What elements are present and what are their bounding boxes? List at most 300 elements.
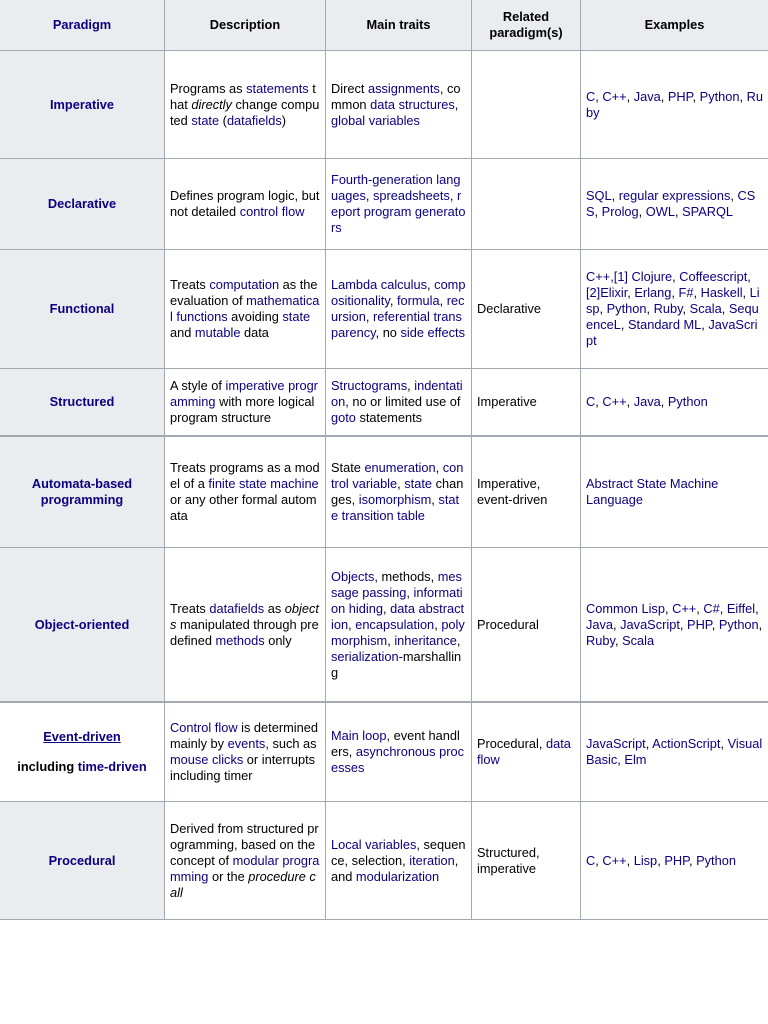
inline-link[interactable]: recursion: [331, 293, 465, 324]
paradigm-cell: [0, 369, 165, 435]
table-row: [0, 548, 768, 703]
inline-link[interactable]: Ruby: [653, 301, 683, 316]
inline-link[interactable]: Ruby: [586, 632, 615, 648]
description-text: [170, 188, 320, 220]
inline-text: , methods,: [374, 568, 438, 584]
inline-text: ,: [348, 616, 356, 632]
paradigm-cell: [0, 548, 165, 701]
inline-link[interactable]: C: [586, 394, 596, 409]
inline-link[interactable]: global variables: [331, 112, 420, 128]
inline-text: ,: [365, 309, 373, 324]
inline-link[interactable]: Local variables: [331, 836, 417, 852]
traits-text: [331, 81, 466, 129]
inline-text: Defines program logic, but not detailed: [170, 188, 320, 219]
description-cell: [165, 437, 326, 547]
inline-link[interactable]: modular programming: [170, 852, 320, 884]
examples-cell: [581, 548, 768, 701]
inline-link[interactable]: Lisp: [586, 285, 760, 316]
inline-link[interactable]: message passing: [331, 568, 462, 600]
inline-link[interactable]: asynchronous processes: [331, 744, 465, 775]
inline-link[interactable]: Python: [606, 301, 647, 316]
inline-link[interactable]: modularization: [355, 868, 440, 884]
inline-text: Direct: [331, 80, 368, 96]
traits-cell: [326, 51, 472, 158]
inline-link[interactable]: CSS: [586, 188, 756, 219]
inline-link[interactable]: F#: [678, 285, 694, 300]
inline-text: Structured, imperative: [477, 844, 540, 876]
inline-text: ,: [595, 852, 603, 868]
inline-link[interactable]: spreadsheets: [373, 188, 450, 203]
inline-text: only: [264, 632, 292, 648]
inline-link[interactable]: referential transparency: [331, 309, 462, 340]
related-cell: [472, 250, 581, 368]
inline-text: ,: [719, 600, 727, 616]
header-paradigm: [0, 0, 165, 50]
inline-text: change computed: [170, 96, 320, 128]
paradigm-cell: [0, 159, 165, 249]
inline-link[interactable]: SPARQL: [682, 204, 734, 219]
inline-link[interactable]: Haskell: [700, 285, 743, 300]
inline-text: ,: [701, 317, 709, 332]
inline-link[interactable]: mutable: [194, 325, 241, 340]
inline-text: ,: [387, 632, 395, 648]
related-cell: [472, 548, 581, 701]
inline-link[interactable]: data flow: [477, 736, 571, 767]
inline-text: , and: [331, 852, 459, 884]
inline-text: ,: [755, 600, 759, 616]
examples-text: [586, 601, 763, 649]
paradigm-link-structured[interactable]: Structured: [49, 394, 115, 409]
inline-link[interactable]: encapsulation: [355, 616, 435, 632]
related-cell: [472, 159, 581, 249]
paradigm-link-automata[interactable]: Automata-based programming: [31, 476, 133, 507]
inline-link[interactable]: Fourth-generation languages: [331, 172, 461, 203]
including-label: including: [17, 759, 78, 774]
inline-link[interactable]: computation: [209, 277, 280, 292]
paradigm-link-event-driven[interactable]: Event-driven: [43, 729, 121, 744]
inline-text: and: [170, 325, 195, 340]
inline-text: ,: [692, 88, 700, 104]
inline-text: ,: [431, 492, 439, 507]
including-line: [5, 759, 159, 775]
inline-link[interactable]: C++: [602, 394, 627, 409]
traits-cell: [326, 437, 472, 547]
description-text: [170, 460, 320, 524]
inline-link[interactable]: information hiding: [331, 584, 463, 616]
inline-text: ,: [407, 378, 415, 393]
inline-link[interactable]: Control flow: [170, 720, 238, 735]
inline-text: ,: [449, 188, 457, 203]
inline-text: Treats programs as a model of a: [170, 460, 320, 491]
paradigm-link-functional[interactable]: Functional: [49, 301, 115, 316]
paradigm-link-procedural[interactable]: Procedural: [48, 852, 116, 868]
traits-text: [331, 172, 466, 236]
inline-text: ,: [382, 600, 391, 616]
inline-text: ,: [638, 204, 646, 219]
inline-link[interactable]: Ruby: [586, 88, 763, 120]
inline-text: ,: [454, 96, 459, 112]
inline-link[interactable]: Java: [633, 88, 661, 104]
inline-link[interactable]: goto: [331, 410, 356, 425]
inline-link[interactable]: Lisp: [633, 852, 658, 868]
inline-link[interactable]: PHP: [687, 616, 712, 632]
inline-link[interactable]: Eiffel: [726, 600, 756, 616]
inline-text: as: [264, 600, 285, 616]
inline-text: as the evaluation of: [170, 277, 318, 308]
description-text: [170, 378, 320, 426]
inline-link[interactable]: Structograms: [331, 378, 408, 393]
inline-text: ,: [730, 188, 738, 203]
inline-link[interactable]: ,[2]: [586, 269, 751, 300]
header-examples-label: Examples: [644, 17, 705, 32]
inline-text: ,: [671, 285, 679, 300]
table-header-row: [0, 0, 768, 51]
inline-link[interactable]: methods: [215, 632, 265, 648]
inline-link[interactable]: state: [404, 476, 433, 491]
inline-text: , event handlers,: [331, 728, 460, 759]
inline-link[interactable]: C++: [672, 600, 697, 616]
inline-text: ,: [660, 88, 668, 104]
header-examples: [581, 0, 768, 50]
inline-link[interactable]: Erlang: [634, 285, 672, 300]
inline-link[interactable]: C#: [703, 600, 720, 616]
inline-link[interactable]: side effects: [400, 325, 465, 340]
inline-link[interactable]: control variable: [331, 460, 464, 491]
inline-text: Declarative: [477, 301, 542, 316]
inline-text: ): [281, 112, 286, 128]
inline-text: (: [219, 112, 227, 128]
inline-link[interactable]: ActionScript: [652, 736, 721, 751]
inline-link[interactable]: Java: [633, 394, 661, 409]
examples-cell: [581, 159, 768, 249]
paradigm-cell: [0, 250, 165, 368]
description-cell: [165, 159, 326, 249]
paradigm-cell: [0, 51, 165, 158]
inline-emphasis: procedure call: [170, 868, 316, 900]
table-row: [0, 250, 768, 369]
traits-cell: [326, 703, 472, 801]
traits-text: [331, 837, 466, 885]
paradigm-cell: [0, 802, 165, 919]
inline-text: is determined mainly by: [170, 720, 318, 751]
traits-text: [331, 728, 466, 776]
inline-text: ,: [427, 277, 435, 292]
examples-cell: [581, 369, 768, 435]
description-text: [170, 277, 320, 341]
inline-text: , such as: [265, 736, 317, 751]
inline-text: ,: [595, 88, 603, 104]
inline-link[interactable]: Coffeescript: [679, 269, 748, 284]
inline-link[interactable]: SQL: [586, 188, 612, 203]
inline-text: that: [170, 80, 316, 112]
inline-emphasis: objects: [170, 600, 319, 632]
paradigm-link-imperative[interactable]: Imperative: [49, 96, 115, 112]
related-text: [477, 845, 575, 877]
related-text: [477, 617, 575, 633]
inline-link[interactable]: JavaScript: [620, 616, 680, 632]
inline-link[interactable]: Elixir: [600, 285, 628, 300]
inline-text: or the: [208, 868, 249, 884]
examples-text: [586, 476, 763, 508]
inline-text: ,: [645, 736, 653, 751]
table-row: [0, 703, 768, 802]
inline-link[interactable]: PHP: [664, 852, 689, 868]
related-text: [477, 476, 575, 508]
spacer: [5, 745, 159, 759]
inline-link[interactable]: mathematical functions: [170, 293, 320, 324]
inline-text: marshalling: [331, 648, 462, 680]
inline-link[interactable]: Abstract State Machine Language: [586, 476, 719, 507]
paradigm-link-declarative[interactable]: Declarative: [47, 196, 117, 211]
inline-text: ,: [397, 476, 405, 491]
inline-link[interactable]: formula: [396, 293, 440, 308]
inline-text: Imperative, event-driven: [477, 476, 548, 507]
inline-link[interactable]: C++: [602, 852, 627, 868]
header-related: [472, 0, 581, 50]
traits-cell: [326, 250, 472, 368]
inline-text: ,: [711, 616, 719, 632]
inline-text: Imperative: [477, 394, 537, 409]
inline-link[interactable]: compositionality: [331, 277, 466, 308]
header-traits: [326, 0, 472, 50]
related-cell: [472, 437, 581, 547]
inline-link[interactable]: control flow: [239, 204, 305, 219]
description-text: [170, 821, 320, 901]
examples-text: [586, 89, 763, 121]
paradigm-cell: [0, 703, 165, 801]
traits-text: [331, 460, 466, 524]
inline-text: Procedural: [477, 616, 539, 632]
inline-link[interactable]: Main loop: [331, 728, 387, 743]
inline-text: ,: [434, 616, 442, 632]
inline-link[interactable]: mouse clicks: [170, 752, 244, 767]
inline-text: ,: [758, 616, 763, 632]
inline-text: data: [240, 325, 269, 340]
examples-text: [586, 394, 763, 410]
traits-cell: [326, 548, 472, 701]
inline-text: with more logical program structure: [170, 394, 315, 425]
inline-link[interactable]: serialization-: [331, 648, 403, 664]
inline-text: Derived from structured programming, based on the concept of: [170, 820, 319, 868]
inline-text: ,: [682, 301, 690, 316]
inline-link[interactable]: Visual Basic: [586, 736, 763, 767]
inline-link[interactable]: regular expressions: [618, 188, 731, 203]
traits-text: [331, 569, 466, 681]
inline-text: ,: [674, 204, 683, 219]
examples-cell: [581, 51, 768, 158]
traits-cell: [326, 369, 472, 435]
inline-link[interactable]: isomorphism: [358, 492, 432, 507]
inline-text: ,: [627, 285, 635, 300]
inline-link[interactable]: JavaScript: [586, 317, 758, 348]
inline-link[interactable]: statements: [246, 80, 309, 96]
inline-text: Treats: [170, 277, 210, 292]
examples-cell: [581, 802, 768, 919]
header-related-label: Related paradigm(s): [489, 9, 563, 40]
inline-text: Procedural,: [477, 736, 546, 751]
traits-cell: [326, 159, 472, 249]
inline-text: ,: [617, 752, 625, 767]
inline-link[interactable]: data abstraction: [331, 600, 465, 632]
inline-link[interactable]: Standard ML: [628, 317, 702, 332]
inline-text: ,: [595, 394, 603, 409]
inline-link[interactable]: Common Lisp: [586, 600, 665, 616]
related-cell: [472, 51, 581, 158]
inline-link[interactable]: ,[1]: [610, 269, 632, 284]
inline-text: ,: [614, 632, 623, 648]
inline-link[interactable]: data structures: [370, 96, 455, 112]
inline-link[interactable]: C++: [586, 269, 611, 284]
inline-text: ,: [389, 293, 397, 308]
inline-text: ,: [435, 460, 443, 475]
examples-text: [586, 269, 763, 349]
inline-link[interactable]: datafields: [226, 112, 282, 128]
examples-cell: [581, 437, 768, 547]
inline-link[interactable]: C++: [602, 88, 627, 104]
inline-text: ,: [365, 188, 373, 203]
inline-link[interactable]: SequenceL: [586, 301, 759, 332]
inline-text: , common: [331, 80, 461, 112]
inline-link[interactable]: Python: [667, 394, 708, 409]
examples-text: [586, 188, 763, 220]
inline-link[interactable]: Python: [696, 852, 736, 868]
inline-text: ,: [456, 632, 461, 648]
inline-link[interactable]: Elm: [624, 752, 647, 767]
inline-link[interactable]: C: [586, 852, 596, 868]
inline-text: ,: [613, 616, 621, 632]
inline-text: ,: [688, 852, 697, 868]
related-text: [477, 394, 575, 410]
traits-text: [331, 277, 466, 341]
table-row: [0, 159, 768, 250]
inline-link[interactable]: state: [282, 309, 311, 324]
description-cell: [165, 369, 326, 435]
inline-text: , sequence, selection,: [331, 836, 466, 868]
event-driven-stack: [5, 729, 159, 775]
inline-link[interactable]: Clojure: [631, 269, 673, 284]
inline-link[interactable]: Scala: [689, 301, 722, 316]
inline-text: ,: [646, 301, 654, 316]
related-cell: [472, 369, 581, 435]
inline-text: ,: [679, 616, 688, 632]
inline-link[interactable]: Objects: [331, 568, 375, 584]
inline-link[interactable]: imperative programming: [170, 378, 318, 409]
inline-text: , no: [375, 325, 401, 340]
traits-text: [331, 378, 466, 426]
inline-text: , no or limited use of: [345, 394, 461, 409]
inline-text: Programs as: [170, 80, 247, 96]
inline-link[interactable]: indentation: [331, 378, 463, 409]
description-text: [170, 601, 320, 649]
inline-text: changes,: [331, 476, 464, 507]
related-text: [477, 301, 575, 317]
inline-link[interactable]: C: [586, 88, 596, 104]
inline-text: avoiding: [227, 309, 283, 324]
inline-text: ,: [660, 394, 668, 409]
inline-text: or interrupts including timer: [170, 752, 316, 783]
related-cell: [472, 703, 581, 801]
inline-text: Treats: [170, 600, 210, 616]
inline-link[interactable]: state: [191, 112, 220, 128]
inline-link[interactable]: events: [227, 736, 266, 751]
inline-text: manipulated through predefined: [170, 616, 319, 648]
inline-text: ,: [599, 301, 607, 316]
table-row: [0, 51, 768, 159]
inline-text: statements: [355, 410, 423, 425]
inline-link[interactable]: Scala: [622, 632, 655, 648]
header-description-label: Description: [209, 17, 281, 32]
inline-link[interactable]: inheritance: [394, 632, 457, 648]
description-cell: [165, 51, 326, 158]
inline-link[interactable]: polymorphism: [331, 616, 465, 648]
inline-link[interactable]: JavaScript: [586, 736, 646, 751]
inline-link[interactable]: Python: [718, 616, 759, 632]
description-cell: [165, 703, 326, 801]
inline-text: ,: [664, 600, 673, 616]
traits-cell: [326, 802, 472, 919]
inline-link[interactable]: OWL: [645, 204, 675, 219]
inline-link[interactable]: finite state machine: [208, 476, 319, 491]
inline-text: A style of: [170, 378, 226, 393]
inline-link[interactable]: datafields: [209, 600, 265, 616]
inline-text: ,: [626, 88, 634, 104]
inline-link[interactable]: assignments: [367, 80, 440, 96]
time-driven-link[interactable]: time-driven: [77, 759, 147, 774]
inline-link[interactable]: Java: [586, 616, 614, 632]
description-text: [170, 720, 320, 784]
examples-text: [586, 853, 763, 869]
inline-emphasis: directly: [191, 96, 232, 112]
inline-link[interactable]: iteration: [409, 852, 455, 868]
inline-text: ,: [696, 600, 704, 616]
inline-text: ,: [742, 285, 750, 300]
inline-link[interactable]: PHP: [667, 88, 693, 104]
inline-link[interactable]: Python: [699, 88, 740, 104]
inline-link[interactable]: report program generators: [331, 188, 466, 235]
header-description: [165, 0, 326, 50]
inline-text: ,: [693, 285, 701, 300]
inline-text: ,: [439, 293, 447, 308]
description-cell: [165, 250, 326, 368]
inline-text: ,: [626, 852, 634, 868]
inline-link[interactable]: Prolog: [601, 204, 639, 219]
description-cell: [165, 802, 326, 919]
examples-text: [586, 736, 763, 768]
inline-text: State: [331, 460, 365, 475]
inline-text: ,: [657, 852, 665, 868]
inline-text: ,: [721, 301, 729, 316]
inline-link[interactable]: Lambda calculus: [331, 277, 428, 292]
paradigm-link-object-oriented[interactable]: Object-oriented: [34, 616, 130, 632]
inline-text: ,: [626, 394, 634, 409]
header-traits-label: Main traits: [366, 17, 431, 32]
related-cell: [472, 802, 581, 919]
table-row: [0, 437, 768, 548]
table-row: [0, 802, 768, 920]
inline-text: or any other formal automata: [170, 492, 317, 523]
examples-cell: [581, 703, 768, 801]
description-text: [170, 81, 320, 129]
paradigm-cell: [0, 437, 165, 547]
inline-text: ,: [720, 736, 728, 751]
table-row: [0, 369, 768, 437]
inline-link[interactable]: state transition table: [331, 492, 460, 523]
examples-cell: [581, 250, 768, 368]
header-paradigm-label: Paradigm: [52, 17, 112, 32]
inline-text: ,: [672, 269, 680, 284]
inline-link[interactable]: enumeration: [364, 460, 436, 475]
inline-text: ,: [620, 317, 628, 332]
